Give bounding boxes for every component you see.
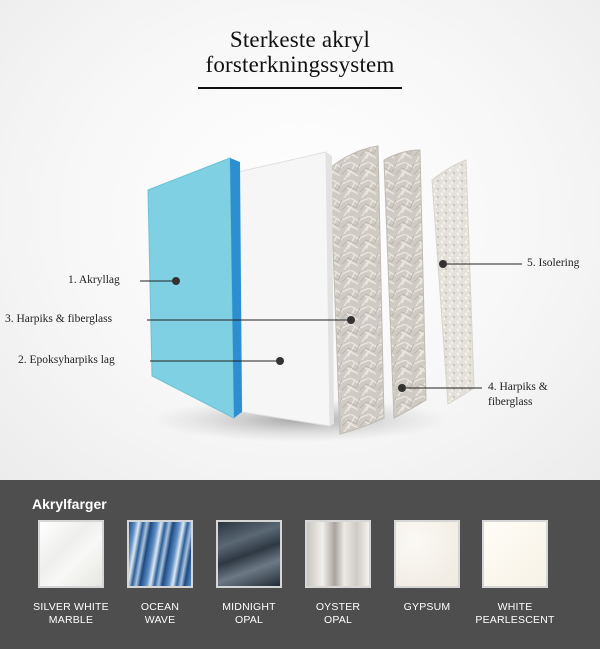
swatch-label-line1: MIDNIGHT bbox=[222, 601, 276, 613]
swatch-label-line2: OPAL bbox=[323, 614, 353, 626]
swatch-label-line1: GYPSUM bbox=[403, 601, 451, 613]
acrylic-colors-heading: Akrylfarger bbox=[32, 496, 107, 512]
swatch-label-line2: OPAL bbox=[234, 614, 264, 626]
label-harpiks-fiberglass-4-line2: fiberglass bbox=[488, 396, 533, 408]
swatch-label-gypsum bbox=[377, 601, 477, 614]
title-line-1: Sterkeste akryl bbox=[229, 27, 371, 52]
swatch-white-pearlescent[interactable] bbox=[482, 520, 548, 588]
acrylic-colors-panel bbox=[0, 480, 600, 649]
swatch-label-ocean-wave bbox=[110, 601, 210, 627]
insulation-layer bbox=[432, 160, 474, 404]
title-line-2: forsterkningssystem bbox=[205, 52, 395, 77]
swatch-label-line1: OCEAN bbox=[140, 601, 180, 613]
swatch-midnight-opal[interactable] bbox=[216, 520, 282, 588]
fiberglass-layer-front bbox=[330, 146, 384, 434]
swatch-label-midnight-opal bbox=[199, 601, 299, 627]
label-harpiks-fiberglass-4-line1: 4. Harpiks & bbox=[488, 381, 548, 393]
swatch-label-oyster-opal bbox=[288, 601, 388, 627]
swatch-label-silver-white-marble bbox=[21, 601, 121, 627]
label-akryllag: 1. Akryllag bbox=[68, 274, 120, 286]
swatch-label-line1: OYSTER bbox=[315, 601, 361, 613]
label-isolering: 5. Isolering bbox=[527, 257, 580, 269]
swatch-label-line1: WHITE bbox=[497, 601, 533, 613]
fiberglass-layer-back bbox=[384, 150, 426, 418]
swatch-oyster-opal[interactable] bbox=[305, 520, 371, 588]
swatch-label-line2: PEARLESCENT bbox=[475, 614, 555, 626]
acrylic-layer bbox=[148, 158, 234, 418]
swatch-ocean-wave[interactable] bbox=[127, 520, 193, 588]
swatch-label-white-pearlescent bbox=[465, 601, 565, 627]
epoxy-layer bbox=[238, 152, 330, 426]
swatch-silver-white-marble[interactable] bbox=[38, 520, 104, 588]
swatch-label-line1: SILVER WHITE bbox=[33, 601, 109, 613]
label-epoksyharpiks: 2. Epoksyharpiks lag bbox=[18, 354, 115, 366]
swatch-gypsum[interactable] bbox=[394, 520, 460, 588]
swatch-label-line2: MARBLE bbox=[48, 614, 94, 626]
label-harpiks-fiberglass-3: 3. Harpiks & fiberglass bbox=[5, 313, 113, 325]
swatch-label-line2: WAVE bbox=[144, 614, 176, 626]
